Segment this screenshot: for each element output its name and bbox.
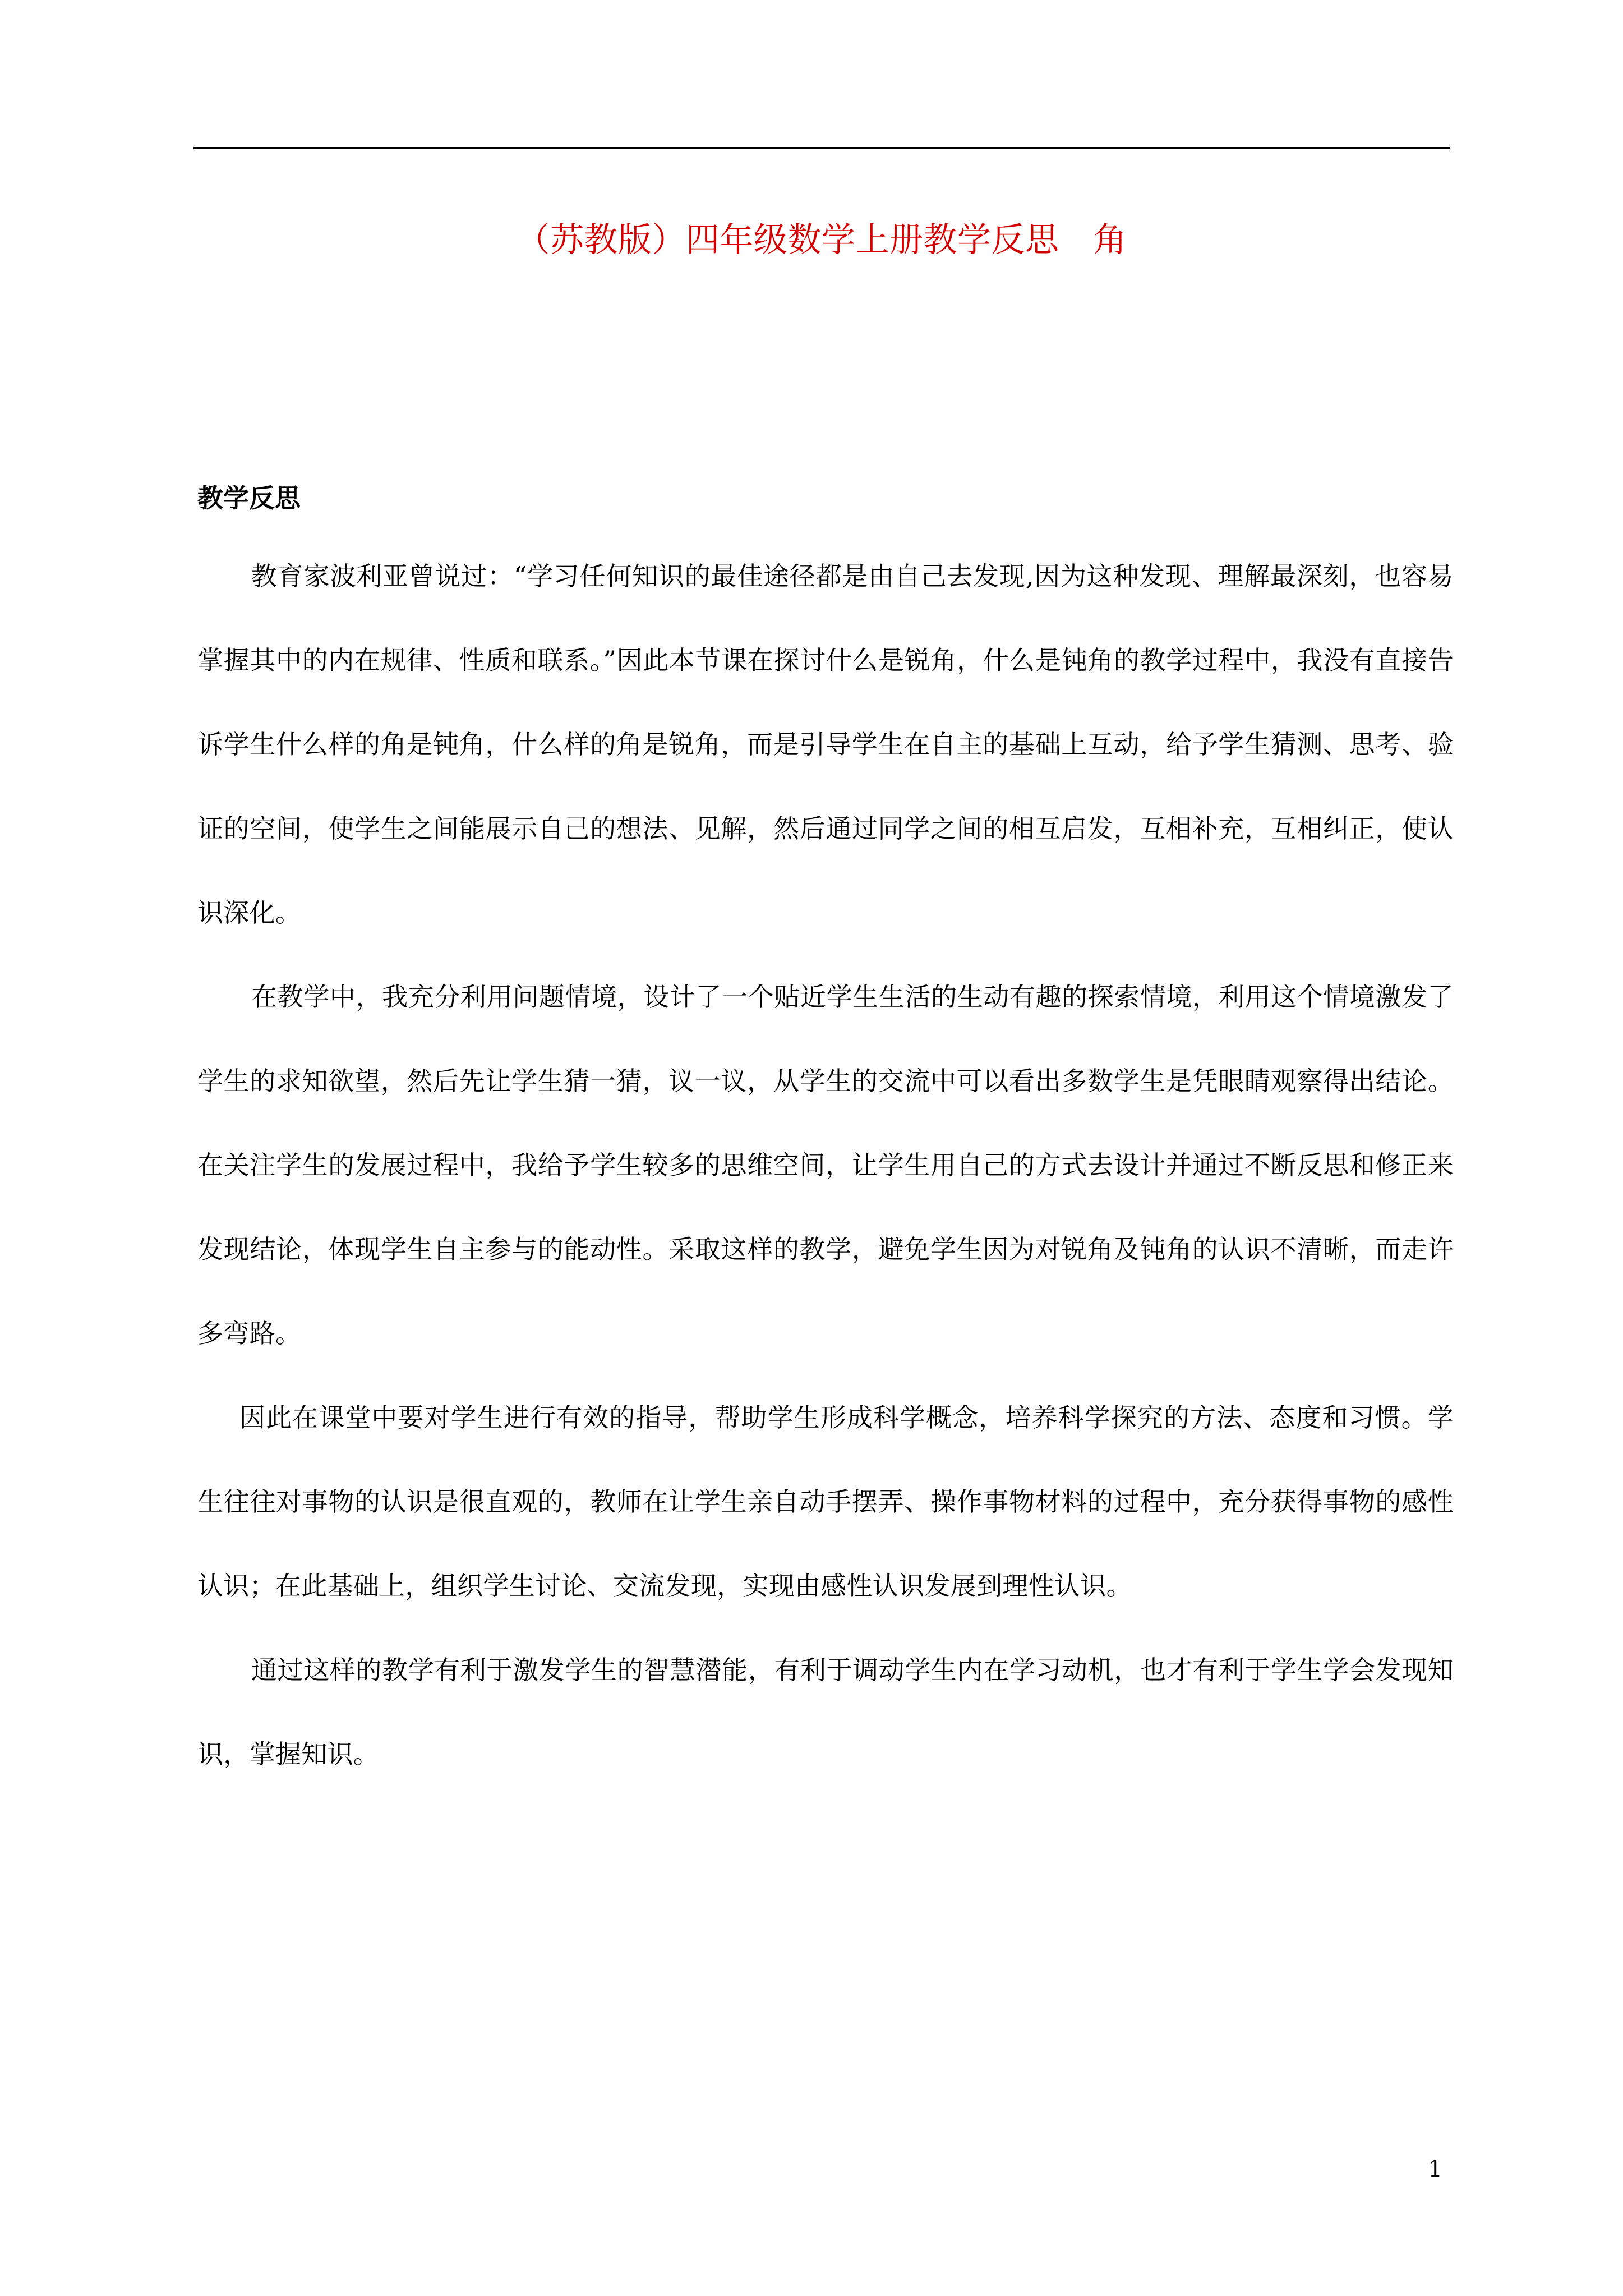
paragraph-3: 因此在课堂中要对学生进行有效的指导，帮助学生形成科学概念，培养科学探究的方法、态度和习惯。学生往往对事物的认识是很直观的，教师在让学生亲自动手摆弄、操作事物材料的过程中，充分获得事物的感性认识；在此基础上，组织学生讨论、交流发现，实现由感性认识发展到理性认识。: [197, 1402, 1454, 1601]
page-number: 1: [1428, 2156, 1442, 2182]
section-heading: 教学反思: [197, 483, 301, 513]
paragraph-2: 在教学中，我充分利用问题情境，设计了一个贴近学生生活的生动有趣的探索情境，利用这个情境激发了学生的求知欲望，然后先让学生猜一猜，议一议，从学生的交流中可以看出多数学生是凭眼睛观察得出结论。在关注学生的发展过程中，我给予学生较多的思维空间，让学生用自己的方式去设计并通过不断反思和修正来发现结论，体现学生自主参与的能动性。采取这样的教学，避免学生因为对锐角及钝角的认识不清晰，而走许多弯路。: [197, 982, 1454, 1349]
paragraph-4: 通过这样的教学有利于激发学生的智慧潜能，有利于调动学生内在学习动机，也才有利于学生学会发现知识，掌握知识。: [197, 1655, 1454, 1769]
header-rule: [193, 147, 1450, 149]
document-title: （苏教版）四年级数学上册教学反思 角: [516, 220, 1127, 260]
paragraph-1: 教育家波利亚曾说过：“学习任何知识的最佳途径都是由自己去发现,因为这种发现、理解最深刻，也容易掌握其中的内在规律、性质和联系。”因此本节课在探讨什么是锐角，什么是钝角的教学过程中，我没有直接告诉学生什么样的角是钝角，什么样的角是锐角，而是引导学生在自主的基础上互动，给予学生猜测、思考、验证的空间，使学生之间能展示自己的想法、见解，然后通过同学之间的相互启发，互相补充，互相纠正，使认识深化。: [197, 561, 1454, 928]
body-text: [197, 534, 1454, 1796]
